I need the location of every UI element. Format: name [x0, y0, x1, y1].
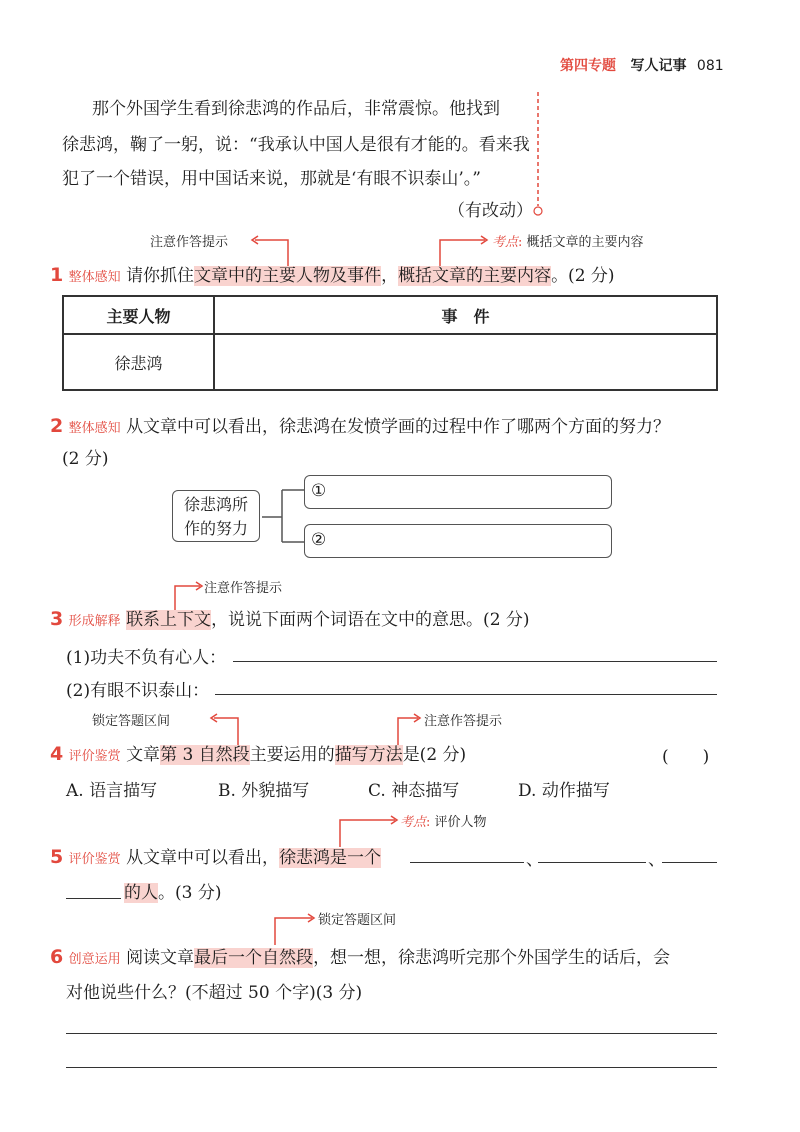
- q2-number: 2: [50, 415, 64, 437]
- q6-answer-line-2[interactable]: [66, 1067, 717, 1068]
- q2-tag: 整体感知: [68, 421, 121, 436]
- q6-answer-line-1[interactable]: [66, 1033, 717, 1034]
- q6-line-2: 对他说些什么？(不超过 50 个字)(3 分): [66, 983, 363, 1003]
- q4-option-b[interactable]: B. 外貌描写: [218, 781, 310, 801]
- q1-text-pre: 请你抓住: [126, 266, 195, 286]
- question-1: [50, 261, 615, 286]
- q2-label-box: [172, 490, 260, 542]
- section-label: 第四专题: [560, 58, 616, 74]
- q4-text-mid: 主要运用的: [249, 745, 335, 765]
- q5-highlight: 徐悲鸿是一个: [279, 848, 382, 868]
- q1-hint-right: 考点: 概括文章的主要内容: [492, 235, 644, 250]
- q4-option-d[interactable]: D. 动作描写: [518, 781, 610, 801]
- question-6: [50, 943, 670, 968]
- q4-tag: 评价鉴赏: [68, 749, 121, 764]
- q4-option-a[interactable]: A. 语言描写: [66, 781, 158, 801]
- q6-text-post: ，想一想，徐悲鸿听完那个外国学生的话后，会: [313, 948, 671, 968]
- q2-label-line-2: 作的努力: [183, 519, 248, 538]
- q5-highlight-end: 的人: [124, 883, 158, 903]
- table-cell-person: 徐悲鸿: [63, 334, 214, 390]
- q5-number: 5: [50, 846, 64, 868]
- q5-blank-1[interactable]: [410, 862, 524, 863]
- q4-option-c[interactable]: C. 神态描写: [368, 781, 460, 801]
- question-5: [50, 843, 381, 868]
- q4-text-pre: 文章: [126, 745, 161, 765]
- section-title: 写人记事: [630, 58, 687, 74]
- q4-text-post: 是(2 分): [402, 745, 467, 765]
- passage-source: （有改动）: [448, 201, 533, 221]
- question-2: [50, 412, 670, 437]
- q4-highlight-1: 第 3 自然段: [160, 745, 250, 765]
- q3-answer-line-2[interactable]: [215, 694, 717, 695]
- q6-highlight: 最后一个自然段: [194, 948, 314, 968]
- q3-text: ，说说下面两个词语在文中的意思。(2 分): [211, 610, 530, 630]
- q3-number: 3: [50, 608, 64, 630]
- q1-kaodian-text: 概括文章的主要内容: [526, 235, 644, 250]
- q5-text-post: 。(3 分): [158, 883, 222, 903]
- q6-text-pre: 阅读文章: [126, 948, 195, 968]
- q2-text: 从文章中可以看出，徐悲鸿在发愤学画的过程中作了哪两个方面的努力？: [126, 417, 671, 437]
- q4-highlight-2: 描写方法: [334, 745, 403, 765]
- q3-answer-line-1[interactable]: [233, 661, 717, 662]
- q5-kaodian-text: 评价人物: [434, 815, 487, 830]
- q2-answer-box-2[interactable]: [304, 524, 612, 558]
- q5-blank-3-cont[interactable]: [66, 898, 121, 899]
- q1-highlight-2: 概括文章的主要内容: [398, 266, 552, 286]
- q3-item-1: (1)功夫不负有心人：: [66, 648, 227, 668]
- q1-table: [62, 295, 718, 391]
- passage-line-1: 那个外国学生看到徐悲鸿的作品后，非常震惊。他找到: [92, 99, 500, 119]
- q5-kaodian-label: 考点: [400, 815, 427, 830]
- question-4: [50, 740, 466, 765]
- table-header-event: 事 件: [214, 296, 717, 334]
- q5-blank-2[interactable]: [538, 862, 646, 863]
- question-3: [50, 605, 530, 630]
- q3-tag: 形成解释: [68, 614, 121, 629]
- q6-number: 6: [50, 946, 64, 968]
- q1-kaodian-label: 考点: [492, 235, 519, 250]
- page-number: 081: [696, 58, 724, 74]
- q1-text-post: 。(2 分): [551, 266, 615, 286]
- q4-hint-right: 注意作答提示: [424, 714, 503, 729]
- q5-tag: 评价鉴赏: [68, 852, 121, 867]
- table-cell-event-answer[interactable]: [214, 334, 717, 390]
- q2-option-2: ②: [311, 530, 327, 550]
- q6-hint: 锁定答题区间: [318, 913, 397, 928]
- passage-line-3: 犯了一个错误，用中国话来说，那就是‘有眼不识泰山’。”: [62, 169, 481, 189]
- q5-text-pre: 从文章中可以看出，: [126, 848, 280, 868]
- q3-item-2: (2)有眼不识泰山：: [66, 681, 210, 701]
- q2-score: (2 分): [62, 449, 109, 469]
- q5-text-end: [124, 878, 221, 903]
- q3-highlight: 联系上下文: [126, 610, 212, 630]
- q1-highlight-1: 文章中的主要人物及事件: [194, 266, 382, 286]
- q2-option-1: ①: [311, 481, 327, 501]
- table-header-person: 主要人物: [63, 296, 214, 334]
- q5-blank-3[interactable]: [662, 862, 717, 863]
- passage-line-2: 徐悲鸿，鞠了一躬，说：“我承认中国人是很有才能的。看来我: [62, 135, 530, 155]
- q3-hint: 注意作答提示: [204, 581, 283, 596]
- q2-answer-box-1[interactable]: [304, 475, 612, 509]
- q4-hint-left: 锁定答题区间: [92, 714, 171, 729]
- q1-tag: 整体感知: [68, 270, 121, 285]
- q1-hint-left: 注意作答提示: [150, 235, 229, 250]
- q4-number: 4: [50, 743, 64, 765]
- q6-tag: 创意运用: [68, 952, 121, 967]
- q5-sep-1: 、: [526, 850, 543, 870]
- q1-text-mid: ，: [381, 266, 399, 286]
- q4-answer-parens[interactable]: ( ): [662, 747, 710, 767]
- q2-label-line-1: 徐悲鸿所: [183, 495, 248, 514]
- q1-number: 1: [50, 264, 64, 286]
- q5-hint: 考点: 评价人物: [400, 815, 487, 830]
- q5-sep-2: 、: [648, 850, 665, 870]
